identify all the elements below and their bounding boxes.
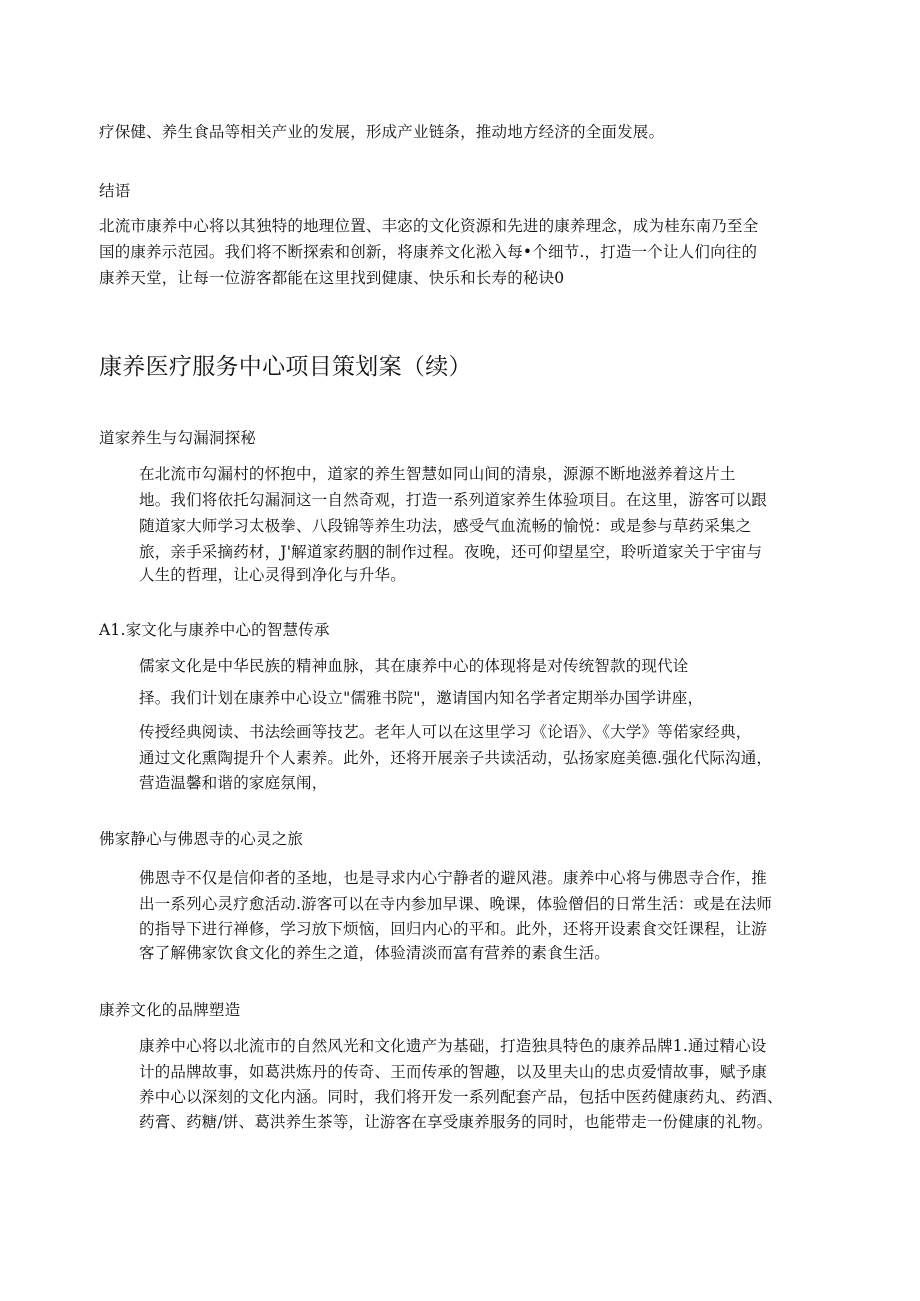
section-line: 养中心以深刻的文化内涵。同时，我们将开发一系列配套产品，包括中医药健康药丸、药酒、 [139,1088,783,1106]
section-line: 人生的哲理，让心灵得到净化与升华。 [139,566,406,584]
section-line: 通过文化熏陶提升个人素养。此外，还将开展亲子共读活动，弘扬家庭美德.强化代际沟通， [139,749,773,767]
conclusion-line: 北流市康养中心将以其独特的地理位置、丰宓的文化资源和先进的康养理念，成为桂东南乃至全 [99,217,759,235]
section-line: 客了解佛家饮食文化的养生之道，体验清淡而富有营养的素食生活。 [139,944,611,962]
section-line: 出一系列心灵疗愈活动.游客可以在寺内参加早课、晚课，体验僧侣的日常生活：或是在法师 [139,895,773,913]
section-line: 计的品牌故事，如葛洪炼丹的传奇、王而传承的智趣，以及里夫山的忠贞爱情故事，赋予康 [139,1063,768,1081]
section-heading-taoist: 道家养生与勾漏洞探秘 [99,429,257,447]
section-line: 传授经典阅读、书法绘画等技艺。老年人可以在这里学习《论语》、《大学》等偌家经典， [139,723,752,741]
section-heading-confucian: A1.家文化与康养中心的智慧传承 [99,621,330,639]
section-line: 儒家文化是中华民族的精神血脉，其在康养中心的体现将是对传统智款的现代诠 [139,657,689,675]
conclusion-line: 康养天堂，让每一位游客都能在这里找到健康、快乐和长寿的秘诀0 [99,269,565,287]
section-line: 药膏、药糖/饼、葛洪养生茶等，让游客在享受康养服务的同时，也能带走一份健康的礼物。 [139,1113,773,1131]
section-line: 随道家大师学习太极拳、八段锦等养生功法，感受气血流畅的愉悦：或是参与草药采集之 [139,517,752,535]
section-line: 地。我们将依托勾漏洞这一自然奇观，打造一系列道家养生体验项目。在这里，游客可以跟 [139,491,768,509]
section-heading-branding: 康养文化的品牌塑造 [99,1001,241,1019]
section-line: 在北流市勾漏村的怀抱中，道家的养生智慧如同山间的清泉，源源不断地滋养着这片土 [139,465,736,483]
section-line: 营造温馨和谐的家庭氛闱， [139,774,328,792]
section-line: 佛恩寺不仅是信仰者的圣地，也是寻求内心宁静者的避风港。康养中心将与佛恩寺合作，推 [139,869,768,887]
section-line: 康养中心将以北流市的自然风光和文化遗产为基础，打造独具特色的康养品牌1.通过精心设 [139,1037,767,1055]
section-line: 旅，亲手采摘药材，J'解道家药胭的制作过程。夜晚，还可仰望星空，聆听道家关于宇宙与 [139,543,763,561]
conclusion-line: 国的康养示范园。我们将不断探索和创新，将康养文化淞入每•个细节.，打造一个让人们向往的 [99,243,758,261]
section-line: 择。我们计划在康养中心设立"儒雅书院"，邀请国内知名学者定期举办国学讲座， [139,689,704,707]
section-heading-buddhist: 佛家静心与佛恩寺的心灵之旅 [99,830,304,848]
conclusion-heading: 结语 [99,182,131,200]
section-line: 的指导下进行禅修，学习放下烦恼，回归内心的平和。此外，还将开设素食交饪课程，让游 [139,920,768,938]
intro-paragraph-tail: 疗保健、养生食品等相关产业的发展，形成产业链条，推动地方经济的全面发展。 [99,123,665,141]
page-title: 康养医疗服务中心项目策划案（续） [99,354,472,380]
